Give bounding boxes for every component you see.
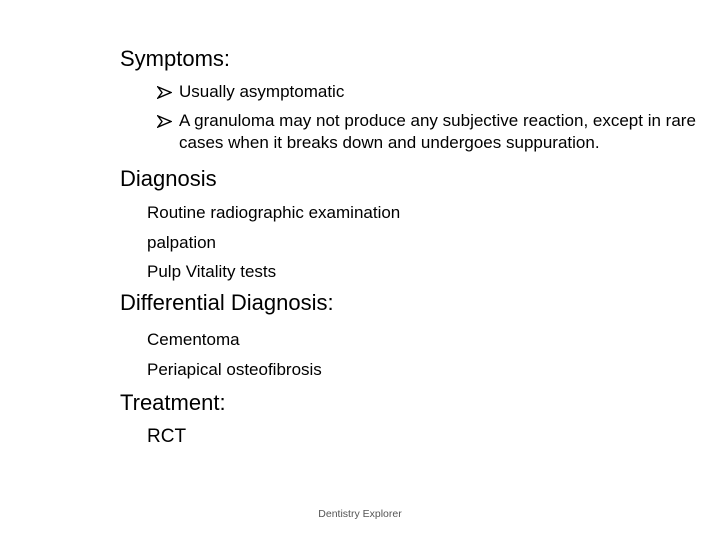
diagnosis-heading: Diagnosis (120, 166, 217, 191)
diagnosis-item: palpation (147, 233, 217, 252)
diagnosis-item: Pulp Vitality tests (147, 262, 277, 281)
treatment-item: RCT (147, 426, 187, 447)
symptom-bullet (157, 110, 699, 154)
symptom-bullet (157, 81, 699, 103)
differential-diagnosis-heading: Differential Diagnosis: (120, 290, 334, 315)
symptoms-heading: Symptoms: (120, 46, 231, 71)
differential-item: Cementoma (147, 330, 240, 349)
diagnosis-item: Routine radiographic examination (147, 203, 401, 222)
symptom-text: Usually asymptomatic (179, 82, 345, 101)
arrow-bullet-icon (157, 81, 179, 103)
differential-item: Periapical osteofibrosis (147, 360, 322, 379)
symptom-text: A granuloma may not produce any subjective reaction, except in rare cases when it breaks down and undergoes suppuration. (179, 111, 696, 152)
arrow-bullet-icon (157, 110, 179, 132)
footer-text: Dentistry Explorer (318, 508, 402, 520)
treatment-heading: Treatment: (120, 390, 226, 415)
